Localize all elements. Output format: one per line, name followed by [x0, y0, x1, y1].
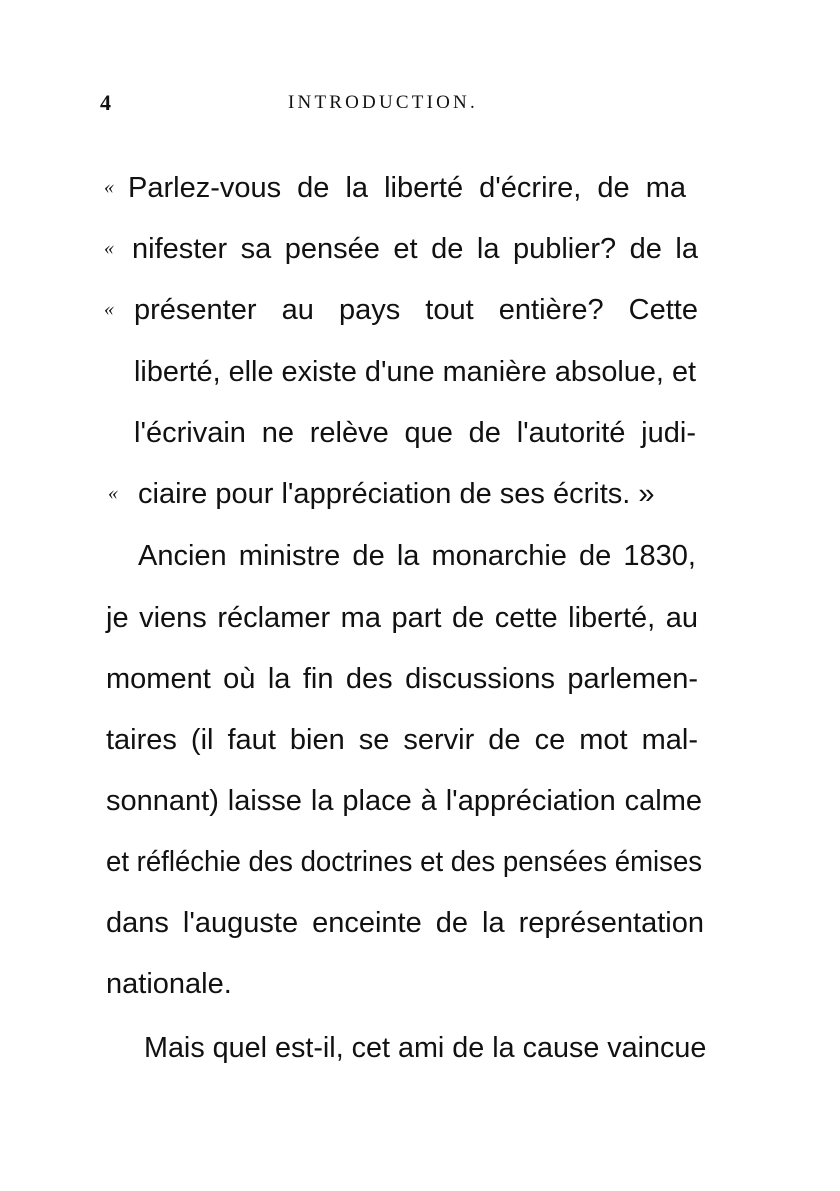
line-text: nationale. [106, 968, 232, 1000]
line-text: et réfléchie des doctrines et des pensées émises [106, 846, 703, 878]
line-text: présenter au pays tout entière? Cette [134, 294, 698, 326]
quote-mark: « [104, 298, 114, 320]
text-line [144, 1028, 706, 1068]
running-head: INTRODUCTION. [288, 92, 478, 113]
text-line [106, 903, 704, 943]
page-number: 4 [100, 90, 111, 115]
text-line [106, 598, 698, 638]
text-line [128, 168, 686, 208]
text-line [132, 229, 698, 269]
text-line [106, 781, 702, 821]
line-text: taires (il faut bien se servir de ce mot mal- [106, 724, 698, 756]
line-text: sonnant) laisse la place à l'appréciation calme [106, 785, 702, 817]
quote-mark: « [104, 176, 114, 198]
line-text: Mais quel est-il, cet ami de la cause vaincue [144, 1032, 707, 1064]
line-text: Ancien ministre de la monarchie de 1830, [138, 540, 696, 572]
text-line [134, 290, 698, 330]
text-line [106, 720, 698, 760]
quote-mark: « [104, 237, 114, 259]
line-text: liberté, elle existe d'une manière absolue, et [134, 356, 696, 388]
line-text: moment où la fin des discussions parlemen- [106, 663, 698, 695]
quote-mark: « [108, 482, 118, 504]
text-line [138, 474, 668, 514]
page-header [0, 90, 840, 120]
text-line [138, 536, 696, 576]
text-line [106, 842, 702, 882]
line-text: Parlez-vous de la liberté d'écrire, de ma [128, 172, 686, 204]
line-text: nifester sa pensée et de la publier? de la [132, 233, 698, 265]
text-line [134, 413, 696, 453]
text-line [106, 659, 698, 699]
line-text: ciaire pour l'appréciation de ses écrits. » [138, 478, 655, 510]
line-text: l'écrivain ne relève que de l'autorité judi- [134, 417, 696, 449]
text-line [106, 964, 306, 1004]
text-line [134, 352, 696, 392]
line-text: je viens réclamer ma part de cette liberté, au [106, 602, 698, 634]
line-text: dans l'auguste enceinte de la représentation [106, 907, 704, 939]
